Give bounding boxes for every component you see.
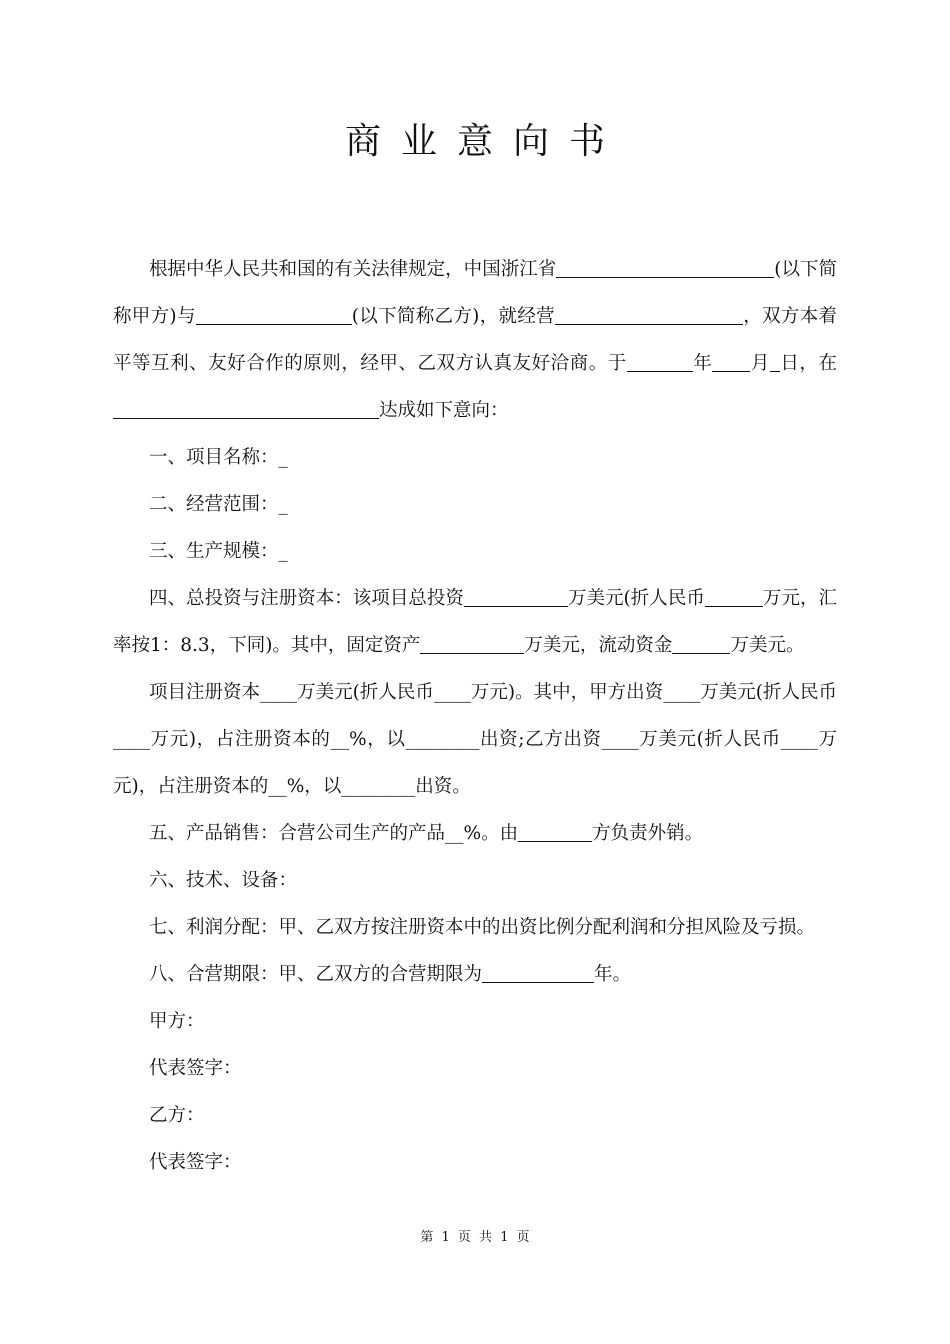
item-joint-venture-term (113, 951, 837, 998)
item4-text-3: 万元，汇率按1：8.3，下同)。其中，固定资产 (113, 588, 837, 656)
registered-capital-paragraph: 项目注册资本____万美元(折人民币____万元)。其中，甲方出资____万美元(折人民币____万元)，占注册资本的__%，以________出资;乙方出资____万美元(折人民币____万元)，占注册资本的__%，以________出资。 (113, 682, 837, 797)
location-blank (113, 400, 379, 420)
intro-text-3: (以下简称乙方)，就经营 (351, 306, 555, 327)
party-b-blank (196, 306, 352, 326)
party-b-label: 乙方： (149, 1105, 205, 1126)
intro-text-8: 达成如下意向： (379, 400, 509, 421)
item-investment (113, 575, 837, 669)
item-product-sales (113, 810, 837, 857)
year-blank (627, 353, 693, 373)
intro-text-4: ，双方本着平等互利、友好合作的原则，经甲、乙双方认真友好洽商。于 (113, 306, 838, 374)
item4-text-1: 四、总投资与注册资本：该项目总投资 (149, 588, 464, 609)
item8-text-1: 八、合营期限：甲、乙双方的合营期限为 (149, 964, 483, 985)
month-blank (712, 353, 750, 373)
export-party-blank (518, 823, 592, 843)
intro-text-7: 日，在 (779, 353, 837, 374)
item-production-scale: 三、生产规模：_ (149, 541, 288, 562)
item5-text-2: 方负责外销。 (592, 823, 704, 844)
item4-text-4: 万美元，流动资金 (524, 635, 673, 656)
item8-text-2: 年。 (594, 964, 632, 985)
intro-text-6: 月 (750, 353, 770, 374)
term-years-blank (482, 964, 594, 984)
item-profit-distribution: 七、利润分配：甲、乙双方按注册资本中的出资比例分配利润和分担风险及亏损。 (149, 917, 816, 938)
total-investment-blank (464, 588, 568, 608)
party-b-representative-signature: 代表签字： (149, 1152, 242, 1173)
rmb-equivalent-blank (705, 588, 763, 608)
intro-text-1: 根据中华人民共和国的有关法律规定，中国浙江省 (149, 259, 557, 280)
page-number-footer: 第 1 页 共 1 页 (420, 1230, 530, 1245)
fixed-assets-blank (420, 635, 524, 655)
intro-text-2: (以下简称甲方)与 (113, 259, 837, 327)
party-a-blank (556, 259, 774, 279)
business-blank (555, 306, 743, 326)
item-technology-equipment: 六、技术、设备： (149, 870, 298, 891)
document-body (113, 246, 837, 1186)
party-a-label: 甲方： (149, 1011, 205, 1032)
document-title: 商业意向书 (344, 121, 625, 162)
item4-text-2: 万美元(折人民币 (567, 588, 705, 609)
intro-text-5: 年 (692, 353, 713, 374)
item4-text-5: 万美元。 (730, 635, 805, 656)
intro-paragraph (113, 246, 837, 434)
working-capital-blank (672, 635, 730, 655)
item5-text-1: 五、产品销售：合营公司生产的产品__%。由 (149, 823, 519, 844)
item-project-name: 一、项目名称：_ (149, 447, 288, 468)
party-a-representative-signature: 代表签字： (149, 1058, 242, 1079)
item-business-scope: 二、经营范围：_ (149, 494, 288, 515)
day-blank (770, 353, 780, 373)
